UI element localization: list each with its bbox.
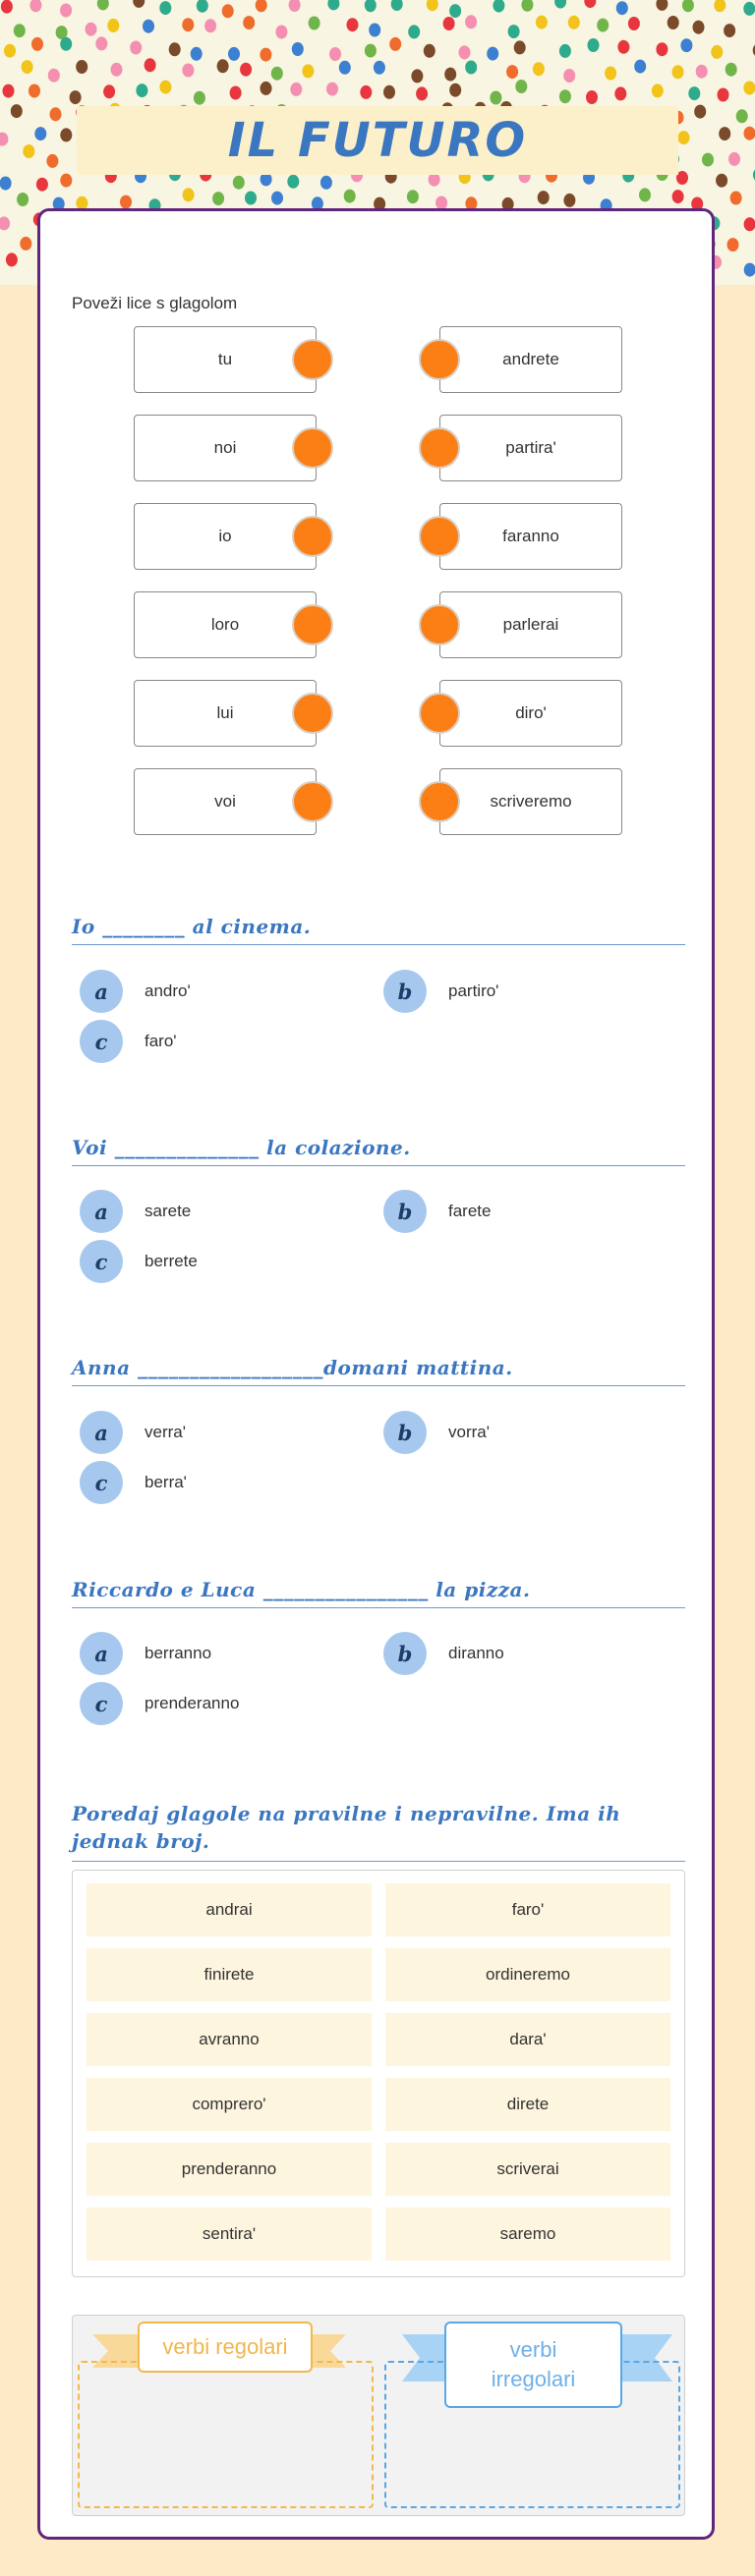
confetti-dot — [183, 188, 195, 201]
confetti-dot — [465, 15, 477, 28]
confetti-dot — [339, 61, 351, 75]
confetti-dot — [744, 217, 755, 231]
confetti-dot — [182, 64, 194, 78]
option-b[interactable] — [383, 1630, 504, 1677]
confetti-dot — [14, 24, 26, 37]
sorting-bins — [72, 2315, 685, 2516]
confetti-dot — [60, 174, 72, 188]
sorting-instruction-line: Poredaj glagole na pravilne i nepravilne. Ima ih — [72, 1802, 621, 1825]
confetti-dot — [103, 84, 115, 98]
confetti-dot — [143, 20, 154, 33]
bin-regular[interactable] — [78, 2361, 374, 2508]
verb-chip[interactable]: finirete — [87, 1948, 372, 2001]
confetti-dot — [0, 133, 8, 146]
confetti-dot — [538, 191, 550, 204]
match-left-connector[interactable] — [292, 427, 333, 469]
confetti-dot — [506, 65, 518, 79]
confetti-dot — [360, 85, 372, 99]
confetti-dot — [424, 44, 436, 58]
confetti-dot — [487, 47, 498, 61]
confetti-dot — [290, 83, 302, 96]
confetti-dot — [726, 63, 737, 77]
match-right-connector[interactable] — [419, 693, 460, 734]
confetti-dot — [36, 178, 48, 192]
match-right-box[interactable]: faranno — [439, 503, 622, 570]
bin-regular-label: verbi regolari — [138, 2322, 313, 2373]
confetti-dot — [365, 0, 377, 12]
confetti-dot — [521, 0, 533, 12]
confetti-dot — [656, 42, 668, 56]
confetti-dot — [728, 152, 740, 166]
verb-chip[interactable]: avranno — [87, 2013, 372, 2066]
confetti-dot — [719, 127, 730, 140]
option-label: diranno — [448, 1644, 504, 1662]
confetti-dot — [744, 263, 755, 277]
confetti-dot — [17, 193, 29, 206]
confetti-dot — [228, 47, 240, 61]
match-right-connector[interactable] — [419, 427, 460, 469]
sorting-chip-area — [72, 1870, 685, 2277]
option-badge: b — [383, 1632, 427, 1675]
question-prompt: Anna __________________domani mattina. — [72, 1356, 685, 1386]
confetti-dot — [0, 216, 10, 230]
option-label: faro' — [145, 1032, 177, 1050]
question-prompt: Voi ______________ la colazione. — [72, 1136, 685, 1166]
confetti-dot — [449, 4, 461, 18]
match-right-connector[interactable] — [419, 781, 460, 822]
option-label: vorra' — [448, 1423, 490, 1441]
confetti-dot — [22, 60, 33, 74]
sorting-instruction — [72, 1800, 685, 1862]
confetti-dot — [563, 194, 575, 207]
option-label: farete — [448, 1202, 492, 1220]
confetti-dot — [302, 64, 314, 78]
match-left-box[interactable]: loro — [134, 591, 317, 658]
confetti-dot — [287, 175, 299, 189]
confetti-dot — [212, 192, 224, 205]
match-left-box[interactable]: noi — [134, 415, 317, 481]
confetti-dot — [680, 38, 692, 52]
question-prompt: Riccardo e Luca ________________ la pizza. — [72, 1578, 685, 1608]
matching-instruction: Poveži lice s glagolom — [72, 294, 238, 312]
confetti-dot — [724, 24, 735, 37]
confetti-dot — [159, 1, 171, 15]
verb-chip[interactable]: dara' — [385, 2013, 670, 2066]
confetti-dot — [389, 37, 401, 51]
option-b[interactable] — [383, 1188, 491, 1235]
option-label: berra' — [145, 1473, 187, 1491]
match-left-box[interactable]: tu — [134, 326, 317, 393]
match-left-connector[interactable] — [292, 693, 333, 734]
confetti-dot — [588, 38, 600, 52]
confetti-dot — [443, 17, 455, 30]
confetti-dot — [743, 2, 755, 16]
confetti-dot — [245, 192, 257, 205]
confetti-dot — [563, 69, 575, 83]
option-c[interactable] — [80, 1238, 198, 1285]
option-badge: c — [80, 1461, 123, 1504]
verb-chip[interactable]: andrai — [87, 1883, 372, 1936]
confetti-dot — [95, 36, 107, 50]
confetti-dot — [233, 176, 245, 190]
confetti-dot — [586, 90, 598, 104]
confetti-dot — [554, 0, 566, 9]
confetti-dot — [271, 192, 283, 205]
confetti-dot — [197, 0, 208, 13]
confetti-dot — [459, 45, 471, 59]
confetti-dot — [3, 84, 15, 98]
confetti-dot — [169, 42, 181, 56]
confetti-dot — [23, 144, 34, 158]
confetti-dot — [427, 0, 438, 11]
sorting-instruction-line: jednak broj. — [72, 1829, 210, 1853]
confetti-dot — [136, 84, 147, 97]
option-label: andro' — [145, 981, 191, 1000]
option-badge: c — [80, 1020, 123, 1063]
verb-chip[interactable]: comprero' — [87, 2078, 372, 2131]
match-right-connector[interactable] — [419, 604, 460, 645]
confetti-dot — [320, 176, 332, 190]
confetti-dot — [191, 47, 203, 61]
match-right-connector[interactable] — [419, 516, 460, 557]
confetti-dot — [605, 67, 616, 81]
confetti-dot — [86, 23, 97, 36]
confetti-dot — [243, 16, 255, 29]
confetti-dot — [76, 60, 87, 74]
confetti-dot — [672, 190, 684, 203]
confetti-dot — [407, 190, 419, 203]
match-left-connector[interactable] — [292, 339, 333, 380]
confetti-dot — [374, 61, 385, 75]
confetti-dot — [365, 44, 377, 58]
match-right-connector[interactable] — [419, 339, 460, 380]
confetti-dot — [688, 86, 700, 100]
confetti-dot — [194, 91, 205, 105]
match-left-connector[interactable] — [292, 516, 333, 557]
verb-chip[interactable]: scriverai — [385, 2143, 670, 2196]
confetti-dot — [145, 58, 156, 72]
confetti-dot — [29, 84, 40, 98]
confetti-dot — [217, 59, 229, 73]
confetti-dot — [568, 16, 580, 29]
match-left-box[interactable]: io — [134, 503, 317, 570]
confetti-dot — [490, 91, 501, 105]
confetti-dot — [292, 42, 304, 56]
confetti-dot — [559, 89, 571, 103]
option-c[interactable] — [80, 1459, 187, 1506]
confetti-dot — [133, 0, 145, 8]
confetti-dot — [159, 81, 171, 94]
confetti-dot — [559, 44, 571, 58]
confetti-dot — [730, 192, 742, 205]
worksheet-card — [37, 208, 715, 2540]
bin-irregular-label-line: verbi — [509, 2337, 557, 2362]
confetti-dot — [327, 0, 339, 10]
bin-irregular-label — [444, 2322, 622, 2408]
confetti-dot — [204, 19, 216, 32]
match-right-box[interactable]: partira' — [439, 415, 622, 481]
option-badge: a — [80, 1411, 123, 1454]
confetti-dot — [11, 104, 23, 118]
option-label: partiro' — [448, 981, 499, 1000]
option-b[interactable] — [383, 968, 498, 1015]
option-label: verra' — [145, 1423, 186, 1441]
confetti-dot — [111, 63, 123, 77]
confetti-dot — [60, 37, 72, 51]
confetti-dot — [533, 62, 545, 76]
match-left-box[interactable]: voi — [134, 768, 317, 835]
confetti-dot — [34, 127, 46, 140]
confetti-dot — [628, 17, 640, 30]
option-a[interactable] — [80, 968, 191, 1015]
confetti-dot — [614, 86, 626, 100]
option-badge: a — [80, 970, 123, 1013]
confetti-dot — [182, 18, 194, 31]
confetti-dot — [4, 44, 16, 58]
verb-chip[interactable]: direte — [385, 2078, 670, 2131]
confetti-dot — [639, 188, 651, 201]
match-right-box[interactable]: scriveremo — [439, 768, 622, 835]
match-left-connector[interactable] — [292, 781, 333, 822]
match-right-box[interactable]: diro' — [439, 680, 622, 747]
option-badge: c — [80, 1682, 123, 1725]
option-label: berrete — [145, 1252, 198, 1270]
option-c[interactable] — [80, 1680, 239, 1727]
confetti-dot — [326, 83, 338, 96]
confetti-dot — [682, 0, 694, 12]
confetti-dot — [696, 65, 708, 79]
confetti-dot — [634, 60, 646, 74]
confetti-dot — [743, 82, 755, 95]
confetti-dot — [736, 109, 748, 123]
title-banner — [77, 106, 678, 175]
match-right-box[interactable]: parlerai — [439, 591, 622, 658]
option-a[interactable] — [80, 1409, 186, 1456]
confetti-dot — [260, 48, 271, 62]
match-right-box[interactable]: andrete — [439, 326, 622, 393]
confetti-dot — [668, 16, 679, 29]
option-b[interactable] — [383, 1409, 490, 1456]
bin-irregular-label-line: irregolari — [491, 2367, 576, 2391]
confetti-dot — [617, 40, 629, 54]
confetti-dot — [536, 16, 548, 29]
confetti-dot — [515, 80, 527, 93]
confetti-dot — [383, 85, 395, 99]
confetti-dot — [309, 17, 320, 30]
confetti-dot — [70, 90, 82, 104]
question-prompt: Io ________ al cinema. — [72, 915, 685, 945]
confetti-dot — [369, 24, 380, 37]
confetti-dot — [714, 0, 726, 12]
verb-chip[interactable]: prenderanno — [87, 2143, 372, 2196]
confetti-dot — [652, 84, 664, 97]
confetti-dot — [744, 127, 755, 140]
confetti-dot — [29, 0, 41, 12]
confetti-dot — [672, 65, 684, 79]
confetti-dot — [289, 0, 301, 12]
confetti-dot — [694, 105, 706, 119]
page-title: IL FUTURO — [227, 113, 528, 168]
option-label: prenderanno — [145, 1694, 240, 1712]
confetti-dot — [391, 0, 403, 11]
confetti-dot — [240, 63, 252, 77]
confetti-dot — [256, 0, 267, 12]
confetti-dot — [416, 86, 428, 100]
option-a[interactable] — [80, 1188, 191, 1235]
option-c[interactable] — [80, 1018, 177, 1065]
verb-chip[interactable]: saremo — [385, 2208, 670, 2261]
confetti-dot — [616, 1, 628, 15]
confetti-dot — [261, 82, 272, 95]
confetti-dot — [230, 86, 242, 100]
confetti-dot — [693, 21, 705, 34]
confetti-dot — [46, 154, 58, 168]
verb-chip[interactable]: ordineremo — [385, 1948, 670, 2001]
confetti-dot — [493, 0, 504, 13]
confetti-dot — [60, 128, 72, 141]
confetti-dot — [597, 19, 609, 32]
match-left-connector[interactable] — [292, 604, 333, 645]
option-label: berranno — [145, 1644, 212, 1662]
option-badge: a — [80, 1190, 123, 1233]
confetti-dot — [444, 68, 456, 82]
confetti-dot — [275, 26, 287, 39]
confetti-dot — [97, 0, 109, 10]
option-badge: b — [383, 1190, 427, 1233]
confetti-dot — [107, 19, 119, 32]
confetti-dot — [6, 252, 18, 266]
confetti-dot — [584, 0, 596, 8]
confetti-dot — [656, 0, 668, 11]
confetti-dot — [1, 0, 13, 14]
confetti-dot — [48, 69, 60, 83]
confetti-dot — [271, 67, 283, 81]
confetti-dot — [31, 37, 43, 51]
confetti-dot — [408, 25, 420, 38]
confetti-dot — [716, 174, 727, 188]
option-a[interactable] — [80, 1630, 211, 1677]
confetti-dot — [0, 177, 12, 191]
confetti-dot — [718, 88, 729, 102]
confetti-dot — [60, 4, 72, 18]
confetti-dot — [514, 40, 526, 54]
confetti-dot — [347, 18, 359, 31]
confetti-dot — [702, 153, 714, 167]
verb-chip[interactable]: sentira' — [87, 2208, 372, 2261]
match-left-box[interactable]: lui — [134, 680, 317, 747]
confetti-dot — [329, 47, 341, 61]
confetti-dot — [711, 45, 723, 59]
confetti-dot — [508, 25, 520, 38]
option-badge: a — [80, 1632, 123, 1675]
confetti-dot — [449, 84, 461, 97]
verb-chip[interactable]: faro' — [385, 1883, 670, 1936]
confetti-dot — [222, 4, 234, 18]
confetti-dot — [465, 61, 477, 75]
option-badge: b — [383, 1411, 427, 1454]
confetti-dot — [678, 131, 690, 144]
option-badge: b — [383, 970, 427, 1013]
confetti-dot — [411, 69, 423, 83]
confetti-dot — [20, 237, 31, 251]
confetti-dot — [727, 238, 739, 252]
option-label: sarete — [145, 1202, 192, 1220]
confetti-dot — [120, 196, 132, 209]
confetti-dot — [50, 107, 62, 121]
option-badge: c — [80, 1240, 123, 1283]
confetti-dot — [130, 41, 142, 55]
confetti-dot — [344, 190, 356, 203]
